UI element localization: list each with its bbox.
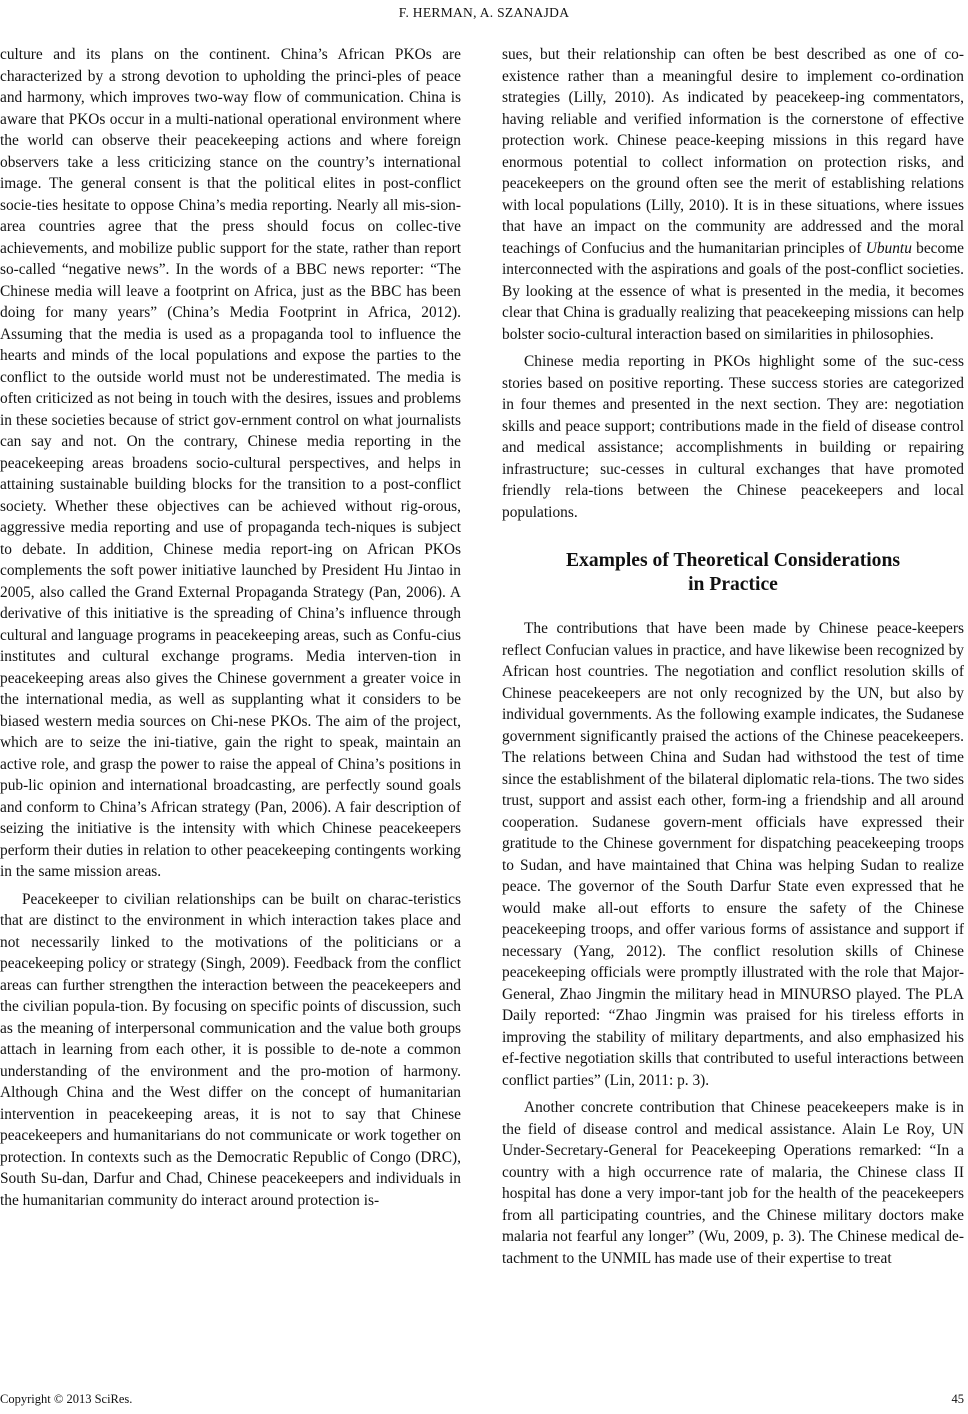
body-text: become interconnected with the aspirations and goals of the post-conflict societies. By looking at the essence of what is presented in the media, it becomes clear that China is gradually realizing that peacekeeping missions can help bolster socio-cultural interaction based on similarities in philosophies.	[502, 239, 964, 343]
right-column	[502, 44, 964, 1269]
body-paragraph: The contributions that have been made by Chinese peace-keepers reflect Confucian values in practice, and have likewise been recognized by African host countries. The negotiation and conflict resolution skills of Chinese peacekeepers are not only recognized by the UN, but also by individual governments. As the following example indicates, the Sudanese government significantly praised the actions of the Chinese peacekeepers. The relations between China and Sudan had withstood the test of time since the establishment of the bilateral diplomatic rela-tions. The two sides trust, support and assist each other, form-ing a friendship and all around cooperation. Sudanese govern-ment officials have expressed their gratitude to the Chinese government for dispatching peacekeeping troops to Sudan, and have maintained that China was helping Sudan to realize peace. The governor of the South Darfur State even expressed that he would make all-out efforts to ensure the safety of the Chinese peacekeeping troops, and offer various forms of assistance and support if necessary (Yang, 2012). The conflict resolution skills of Chinese peacekeeping officials were promptly illustrated with the role that Major-General, Zhao Jingmin the military head in MINURSO played. The PLA Daily reported: “Zhao Jingmin was praised for his tireless efforts in improving the stability of military departments, and also emphasized his ef-fective negotiation skills that contributed to useful interactions between conflict parties” (Lin, 2011: p. 3).	[502, 620, 964, 1089]
page-number: 45	[951, 1392, 964, 1406]
body-paragraph: Peacekeeper to civilian relationships can be built on charac-teristics that are distinct to the environment in which interaction takes place and not necessarily linked to the motivations of the politicians or a peacekeeping policy or strategy (Singh, 2009). Feedback from the conflict areas can further strengthen the interaction between the peacekeepers and the civilian popula-tion. By focusing on specific points of discussion, such as the meaning of interpersonal communication and the value both groups attach in learning from each other, it is possible to de-note a common understanding of the environment and the pro-motion of harmony. Although China and the West differ on the concept of humanitarian intervention in peacekeeping areas, it is not to say that Chinese peacekeepers and humanitarians do not communicate or work together on protection. In contexts such as the Democratic Republic of Congo (DRC), South Su-dan, Darfur and Chad, Chinese peacekeepers and individuals in the humanitarian community do interact around protection is-	[0, 890, 461, 1209]
body-text: sues, but their relationship can often be best described as one of co-existence rather than a meaningful desire to implement co-ordination strategies (Lilly, 2010). As indicated by peacekeep-ing commentators, having reliable and verified information is the cornerstone of effective protection work. Chinese peace-keeping missions in this regard have enormous potential to collect information on protection risks, and peacekeepers on the ground often see the merit of establishing relations with local populations (Lilly, 2010). It is in these situations, where issues that have an impact on the community are addressed and the moral teachings of Confucius and the humanitarian principles of	[502, 46, 964, 257]
running-head: F. HERMAN, A. SZANAJDA	[398, 5, 570, 20]
body-paragraph	[502, 44, 964, 345]
copyright-notice: Copyright © 2013 SciRes.	[0, 1392, 133, 1406]
section-heading-line: Examples of Theoretical Considerations	[565, 550, 900, 571]
section-heading-line: in Practice	[688, 574, 778, 595]
left-column	[0, 44, 461, 1211]
body-paragraph: Chinese media reporting in PKOs highlight some of the suc-cess stories based on positive reporting. These success stories are categorized in four themes and presented in the next section. They are: negotiation skills and peace support; contributions made in the field of disease control and medical assistance; accomplishments in building or repairing infrastructure; suc-cesses in cultural exchanges that have promoted friendly rela-tions between the Chinese peacekeepers and local populations.	[502, 353, 964, 521]
body-paragraph: Another concrete contribution that Chinese peacekeepers make is in the field of disease control and medical assistance. Alain Le Roy, UN Under-Secretary-General for Peacekeeping Operations remarked: “In a country with a high occurrence rate of malaria, the Chinese class II hospital has done a very impor-tant job for the health of the peacekeepers from all participating countries, and the Chinese military doctors make malaria not fearful any longer” (Wu, 2009, p. 3). The Chinese medical de-tachment to the UNMIL has made use of their expertise to treat	[502, 1099, 964, 1267]
section-heading	[502, 549, 964, 597]
body-paragraph: culture and its plans on the continent. China’s African PKOs are characterized by a strong devotion to upholding the princi-ples of peace and harmony, which improves two-way flow of communication. China is aware that PKOs occur in a multi-national operational environment where the world can observe their peacekeeping actions and where foreign observers take a less criticizing stance on the country’s international image. The general consent is that the political elites in post-conflict socie-ties hesitate to oppose China’s media reporting. Nearly all mis-sion-area countries agree that the press should focus on collec-tive achievements, and mobilize public support for the state, rather than report so-called “negative news”. In the words of a BBC news reporter: “The Chinese media will leave a footprint on Africa, just as the BBC has been doing for many years” (China’s Media Footprint in Africa, 2012). Assuming that the media is used as a propaganda tool to influence the hearts and minds of the local populations and expose the parties to the conflict to the outside world must not be underestimated. The media is often criticized as not being in touch with the desires, issues and problems in these societies because of strict gov-ernment control on what journalists can say and not. On the contrary, Chinese media reporting in the peacekeeping areas broadens socio-cultural perspectives, and helps in attaining sustainable building blocks for the transition to a post-conflict society. Whether these objectives can be achieved without rig-orous, aggressive media reporting and use of propaganda tech-niques is subject to debate. In addition, Chinese media report-ing on African PKOs complements the soft power initiative launched by President Hu Jintao in 2005, also called the Grand External Propaganda Strategy (Pan, 2006). A derivative of this initiative is the spreading of China’s influence through cultural and language programs in peacekeeping areas, such as Confu-cius institutes and cultural exchange programs. Media interven-tion in peacekeeping areas also gives the Chinese government a greater voice in the international media, as well as supplanting what it considers to be biased western media sources on Chi-nese PKOs. The aim of the project, which are to seize the ini-tiative, gain the right to speak, maintain an active role, and grasp the power to raise the appeal of China’s positions in pub-lic opinion and international broadcasting, are perfectly sound goals and conform to China’s African strategy (Pan, 2006). A fair description of seizing the initiative is the intensity with which Chinese peacekeepers perform their duties in relation to other peacekeeping contingents working in the same mission areas.	[0, 46, 461, 880]
italic-term: Ubuntu	[865, 239, 912, 257]
